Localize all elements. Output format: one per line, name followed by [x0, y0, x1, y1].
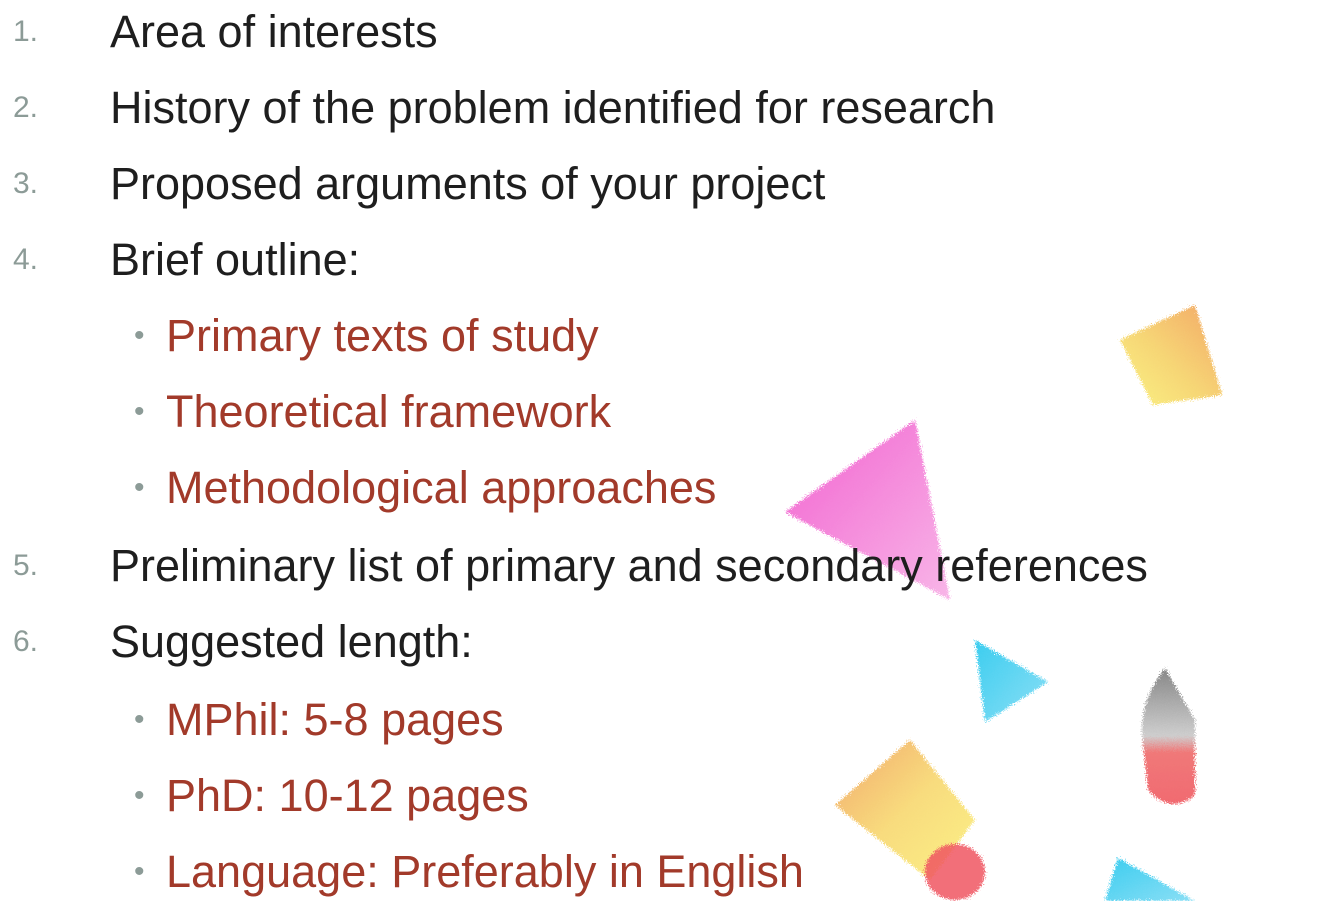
sub-item-text: PhD: 10-12 pages — [166, 770, 529, 821]
item-number: 6. — [13, 625, 39, 658]
bullet-icon: • — [134, 319, 145, 352]
bullet-icon: • — [134, 395, 145, 428]
item-text: History of the problem identified for research — [110, 82, 996, 133]
bullet-icon: • — [134, 471, 145, 504]
bullet-icon: • — [134, 703, 145, 736]
sub-item-text: Language: Preferably in English — [166, 846, 804, 897]
item-text: Area of interests — [110, 6, 438, 57]
sub-item-text: Methodological approaches — [166, 462, 717, 513]
bullet-icon: • — [134, 855, 145, 888]
item-text: Proposed arguments of your project — [110, 158, 826, 209]
item-number: 5. — [13, 549, 39, 582]
item-text: Brief outline: — [110, 234, 361, 285]
bullet-icon: • — [134, 779, 145, 812]
item-text: Preliminary list of primary and secondary references — [110, 540, 1148, 591]
sub-item-text: Primary texts of study — [166, 310, 599, 361]
item-number: 3. — [13, 167, 39, 200]
item-number: 4. — [13, 243, 39, 276]
sub-item-text: Theoretical framework — [166, 386, 612, 437]
sub-item-text: MPhil: 5-8 pages — [166, 694, 504, 745]
item-number: 2. — [13, 91, 39, 124]
item-text: Suggested length: — [110, 616, 473, 667]
item-number: 1. — [13, 15, 39, 48]
